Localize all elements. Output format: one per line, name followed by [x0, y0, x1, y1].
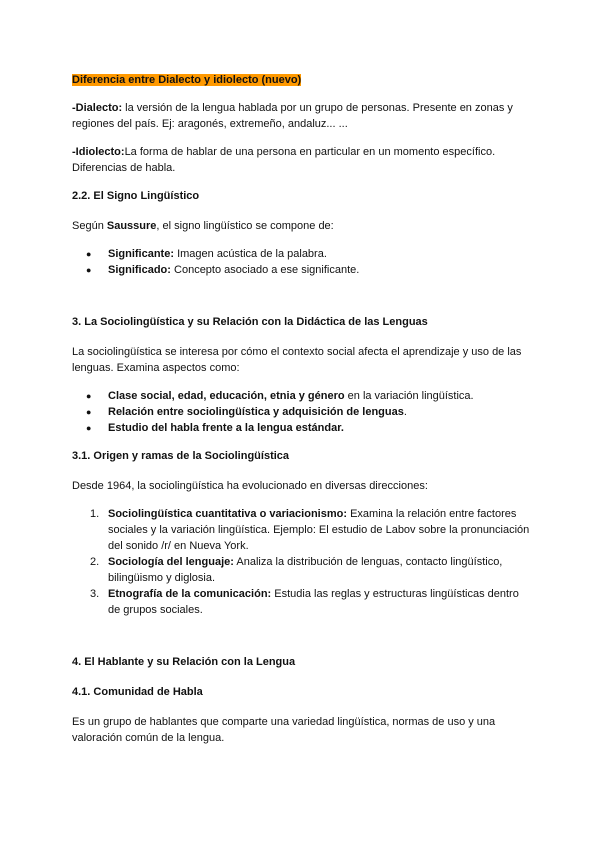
saussure-name: Saussure	[106, 220, 157, 232]
list-item-text: Examina la relación entre factores sociales y la variación lingüística. Ejemplo: El estudio de Labov sobre la pronunciación del sonido /r/ en Nueva York.	[108, 508, 530, 552]
list-item-text: en la variación lingüística.	[344, 390, 474, 402]
list-item	[72, 388, 530, 404]
section-3-intro: La sociolingüística se interesa por cómo el contexto social afecta el aprendizaje y uso de las lenguas. Examina aspectos como:	[72, 346, 522, 374]
list-item-text: Estudia las reglas y estructuras lingüísticas dentro de grupos sociales.	[108, 588, 519, 616]
list-item-term: Estudio del habla frente a la lengua estándar.	[108, 422, 344, 434]
signo-list	[72, 246, 530, 278]
list-item-term: Etnografía de la comunicación:	[108, 588, 272, 600]
section-4-heading: 4. El Hablante y su Relación con la Lengua	[72, 656, 296, 668]
list-item	[72, 404, 530, 420]
ramas-list	[72, 506, 530, 618]
list-item-term: Sociolingüística cuantitativa o variacionismo:	[108, 508, 348, 520]
list-item-term: Significante:	[108, 248, 175, 260]
section-2-2-intro	[72, 218, 530, 234]
section-3-1-heading: 3.1. Origen y ramas de la Sociolingüística	[72, 450, 290, 462]
idiolecto-definition	[72, 144, 530, 176]
intro-text-c: , el signo lingüístico se compone de:	[156, 220, 334, 232]
list-item-term: Relación entre sociolingüística y adquisición de lenguas	[108, 406, 404, 418]
dialecto-text: la versión de la lengua hablada por un grupo de personas. Presente en zonas y regiones del país. Ej: aragonés, extremeño, andaluz... ...	[72, 102, 513, 130]
section-4-1-heading: 4.1. Comunidad de Habla	[72, 686, 203, 698]
dialecto-term: -Dialecto:	[72, 102, 123, 114]
sociolinguistica-list	[72, 388, 530, 436]
list-item-text: Imagen acústica de la palabra.	[174, 248, 327, 260]
list-number: 3.	[90, 588, 100, 600]
list-item-term: Clase social, edad, educación, etnia y género	[108, 390, 345, 402]
list-number: 2.	[90, 556, 100, 568]
section-3-heading: 3. La Sociolingüística y su Relación con la Didáctica de las Lenguas	[72, 316, 428, 328]
list-item	[72, 262, 530, 278]
list-item-term: Sociología del lenguaje:	[108, 556, 234, 568]
list-item-term: Significado:	[108, 264, 171, 276]
list-item	[72, 506, 530, 554]
list-item-text: Concepto asociado a ese significante.	[170, 264, 360, 276]
idiolecto-term: -Idiolecto:	[72, 146, 125, 158]
dialecto-definition	[72, 100, 530, 132]
list-item	[72, 420, 530, 436]
section-3-1-intro: Desde 1964, la sociolingüística ha evolucionado en diversas direcciones:	[72, 480, 428, 492]
page-title	[72, 72, 530, 88]
section-2-2-heading: 2.2. El Signo Lingüístico	[72, 190, 200, 202]
list-item-text: Analiza la distribución de lenguas, contacto lingüístico, bilingüismo y diglosia.	[108, 556, 503, 584]
intro-text-a: Según	[72, 220, 107, 232]
list-item	[72, 586, 530, 618]
list-item	[72, 246, 530, 262]
section-4-1-text: Es un grupo de hablantes que comparte una variedad lingüística, normas de uso y una valoración común de la lengua.	[72, 716, 496, 744]
list-number: 1.	[90, 508, 100, 520]
list-item-text: .	[403, 406, 407, 418]
list-item	[72, 554, 530, 586]
idiolecto-text: La forma de hablar de una persona en particular en un momento específico. Diferencias de habla.	[72, 146, 496, 174]
highlighted-title: Diferencia entre Dialecto y idiolecto (nuevo)	[72, 74, 302, 86]
